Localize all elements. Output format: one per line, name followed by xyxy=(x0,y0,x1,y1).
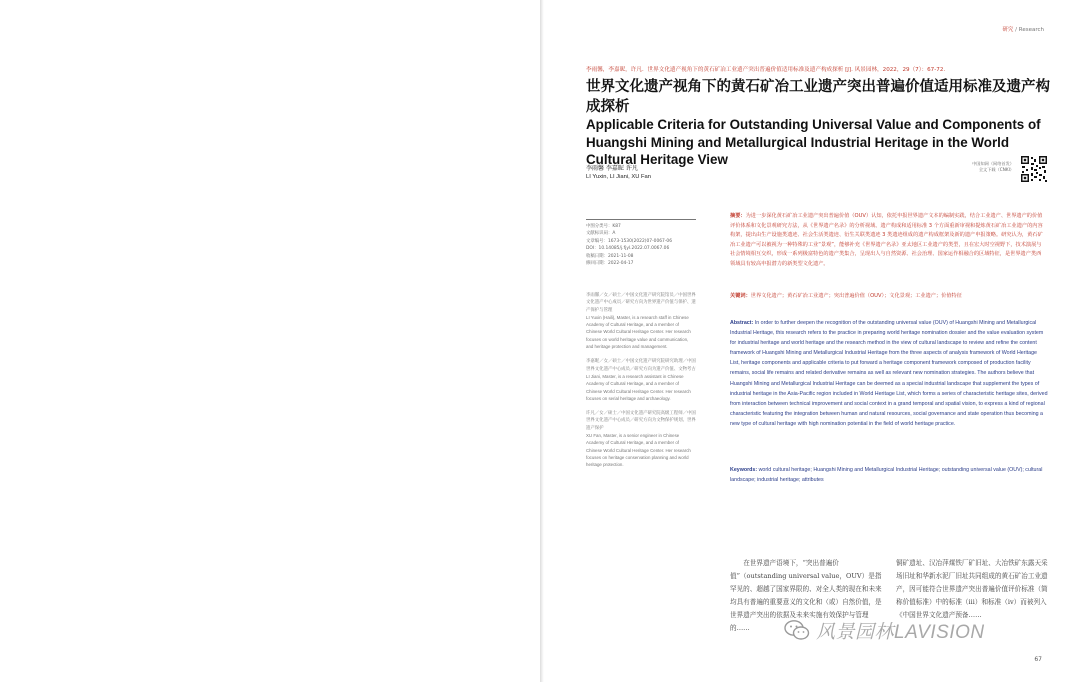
running-head-cn: 研究 xyxy=(1002,27,1014,33)
author-bio-cn: 许凡／女／硕士／中国文化遗产研究院高级工程师／中国世界文化遗产中心成员／研究方向为文物保护规划、世界遗产保护 xyxy=(586,411,696,431)
running-head-en: Research xyxy=(1018,27,1044,33)
keywords-en-label: Keywords: xyxy=(730,467,758,473)
author-bio xyxy=(586,292,696,350)
article-page xyxy=(544,0,1080,682)
abstract-cn-label: 摘要： xyxy=(730,213,746,219)
keywords-en xyxy=(730,465,1048,485)
abstract-cn-text: 为进一步深化黄石矿冶工业遗产突出普遍价值（OUV）认知，依托申报世界遗产文本的编制实践，结合工业遗产、世界遗产的价值评价体系和文化景观研究方法，从《世界遗产名录》的分析视域、遗产构成和适用标准 3 个方面重新审视和提炼黄石矿冶工业遗产的内容构架，提出由生产设施类遗迹、社会生活类遗迹、衍生关联类遗迹 3 类遗迹组成的遗产构成框架及新的遗产申报策略。研究认为，黄石矿冶工业遗产可以被视为一种特殊的工业“景观”，能够补充《世界遗产名录》亚太地区工业遗产的类型，且在宏大时空视野下，技术演展与社会情境相互交织，形成一系列极富特色的遗产类集合，呈现出人与自然资源、社会治理、国家运作相融合的区域特征，是世界遗产类西领域具有较高申报潜力的新类型文化遗产。 xyxy=(730,213,1043,267)
qr-caption xyxy=(972,161,1014,173)
meta-line: 收稿日期：2021-11-08 xyxy=(586,253,634,259)
abstract-en-label: Abstract: xyxy=(730,320,754,326)
body-text-column-2: 铜矿遗址、汉冶萍煤铁厂矿旧址、大冶铁矿东露天采场旧址和华新水泥厂旧址共同组成的黄石矿冶工业遗产，因可能符合世界遗产突出普遍价值评价标准（简称价值标准）中的标准（ⅲ）和标准（ⅳ）而被列入《中国世界文化遗产预备…… xyxy=(896,559,1048,619)
author-bio-en: XU Fan, Master, is a senior engineer in Chinese Academy of Cultural Heritage, and a member of Chinese World Cultural Heritage Center. Her research focuses on heritage conservation planning and world heritage protection. xyxy=(586,433,691,468)
qr-code-icon xyxy=(1020,155,1048,183)
article-title-cn: 世界文化遗产视角下的黄石矿冶工业遗产突出普遍价值适用标准及遗产构成探析 xyxy=(586,79,1050,115)
author-bios xyxy=(586,292,696,477)
author-bio xyxy=(586,358,696,402)
keywords-cn xyxy=(730,292,1046,302)
wechat-watermark xyxy=(784,618,985,642)
author-bio-en: LI Yuxin (Haili), Master, is a research staff in Chinese Academy of Cultural Heritage, and a member of Chinese World Cultural Heritage Center. Her research focuses on world heritage value and communication, and heritage protection and management. xyxy=(586,314,691,350)
watermark-text: 风景园林LAVISION xyxy=(816,621,985,643)
keywords-en-text: world cultural heritage; Huangshi Mining and Metallurgical Industrial Heritage; outstanding universal value (OUV); cultural landscape; industrial heritage; attributes xyxy=(730,467,1043,484)
keywords-cn-text: 世界文化遗产；黄石矿冶工业遗产；突出普遍价值（OUV）；文化景观；工业遗产；价值特征 xyxy=(750,293,962,299)
citation-line: 李雨馨，李嘉昵，许凡．世界文化遗产视角下的黄石矿冶工业遗产突出普遍价值适用标准及遗产构成探析 [J]. 风景园林，2022，29（7）：67-72. xyxy=(586,67,946,73)
meta-line: 文章编号：1673-1530(2022)07-0067-06 xyxy=(586,238,673,244)
meta-line: 中图分类号：K87 xyxy=(586,224,621,229)
article-title-en: Applicable Criteria for Outstanding Universal Value and Components of Huangshi Mining and Metallurgical Industrial Heritage in the World Cultural Heritage View xyxy=(586,117,1041,167)
qr-caption-line2: 全文下载（CNKI） xyxy=(978,167,1014,172)
keywords-cn-label: 关键词： xyxy=(730,293,751,299)
qr-caption-line1: 中国知网（网络首发） xyxy=(972,161,1014,166)
author-bio xyxy=(586,410,696,468)
author-bio-cn: 李嘉昵／女／硕士／中国文化遗产研究院研究助理／中国世界文化遗产中心成员／研究方向为遗产价值、文物考古 xyxy=(586,359,696,372)
running-head-sep: / xyxy=(1013,27,1019,33)
article-metadata xyxy=(586,219,696,267)
meta-line: 文献标识码：A xyxy=(586,231,616,237)
authors-en: LI Yuxin, LI Jiani, XU Fan xyxy=(586,174,651,180)
page-number: 67 xyxy=(1034,656,1042,663)
qr-block xyxy=(928,155,1048,183)
abstract-en-text: In order to further deepen the recognition of the outstanding universal value (OUV) of Huangshi Mining and Metallurgical Industrial Heritage, this research refers to the practice in preparing world heritage nomination dossier and the value evaluation system for industrial heritage and world heritage and the research method in the view of cultural landscape to review and refine the content framework of Huangshi Mining and Metallurgical Industrial Heritage from the three aspects of analysis framework of World Heritage List, heritage components and applicable criteria to put forward a heritage component framework composed of production facility remains, social life remains and related derivative remains as well as relevant new nomination strategies. The authors believe that Huangshi Mining and Metallurgical Industrial Heritage can be deemed as a special industrial landscape that supplement the types of industrial heritage in the Asia-Pacific region included in World Heritage List, which forms a series of characteristic heritage sites, derived from interaction between technical improvement and social context in a grand temporal and spatial vision, to express a kind of regional characteristic featuring the integration between human and natural resources, social governance and state operation thus becoming a new type of cultural heritage with high nomination potential in the field of world heritage practice. xyxy=(730,320,1048,427)
body-text-column-1: 在世界遗产语境下，“突出普遍价值”（outstanding universal value，OUV）是指罕见的、超越了国家界限的、对全人类的现在和未来均具有普遍的重要意义的文化和（或）自然价值，是世界遗产突出的依据及未来实施有效保护与管理的…… xyxy=(730,559,882,632)
abstract-en xyxy=(730,318,1048,429)
authors-cn: 李雨馨 李嘉昵 许凡 xyxy=(586,165,638,172)
meta-line: DOI：10.14085/j.fjyl.2022.07.0067.06 xyxy=(586,246,670,252)
author-bio-cn: 李雨馨／女／硕士／中国文化遗产研究院馆员／中国世界文化遗产中心成员／研究方向为世界遗产价值与保护、遗产保护与管理 xyxy=(586,293,696,313)
author-bio-en: LI Jiani, Master, is a research assistant in Chinese Academy of Cultural Heritage, and a member of Chinese World Cultural Heritage Center. Her research focuses on serial heritage and archaeology. xyxy=(586,373,691,401)
abstract-cn xyxy=(730,212,1046,269)
wechat-icon xyxy=(784,619,810,641)
running-head xyxy=(1002,25,1044,33)
meta-line: 修回日期：2022-04-17 xyxy=(586,261,634,267)
